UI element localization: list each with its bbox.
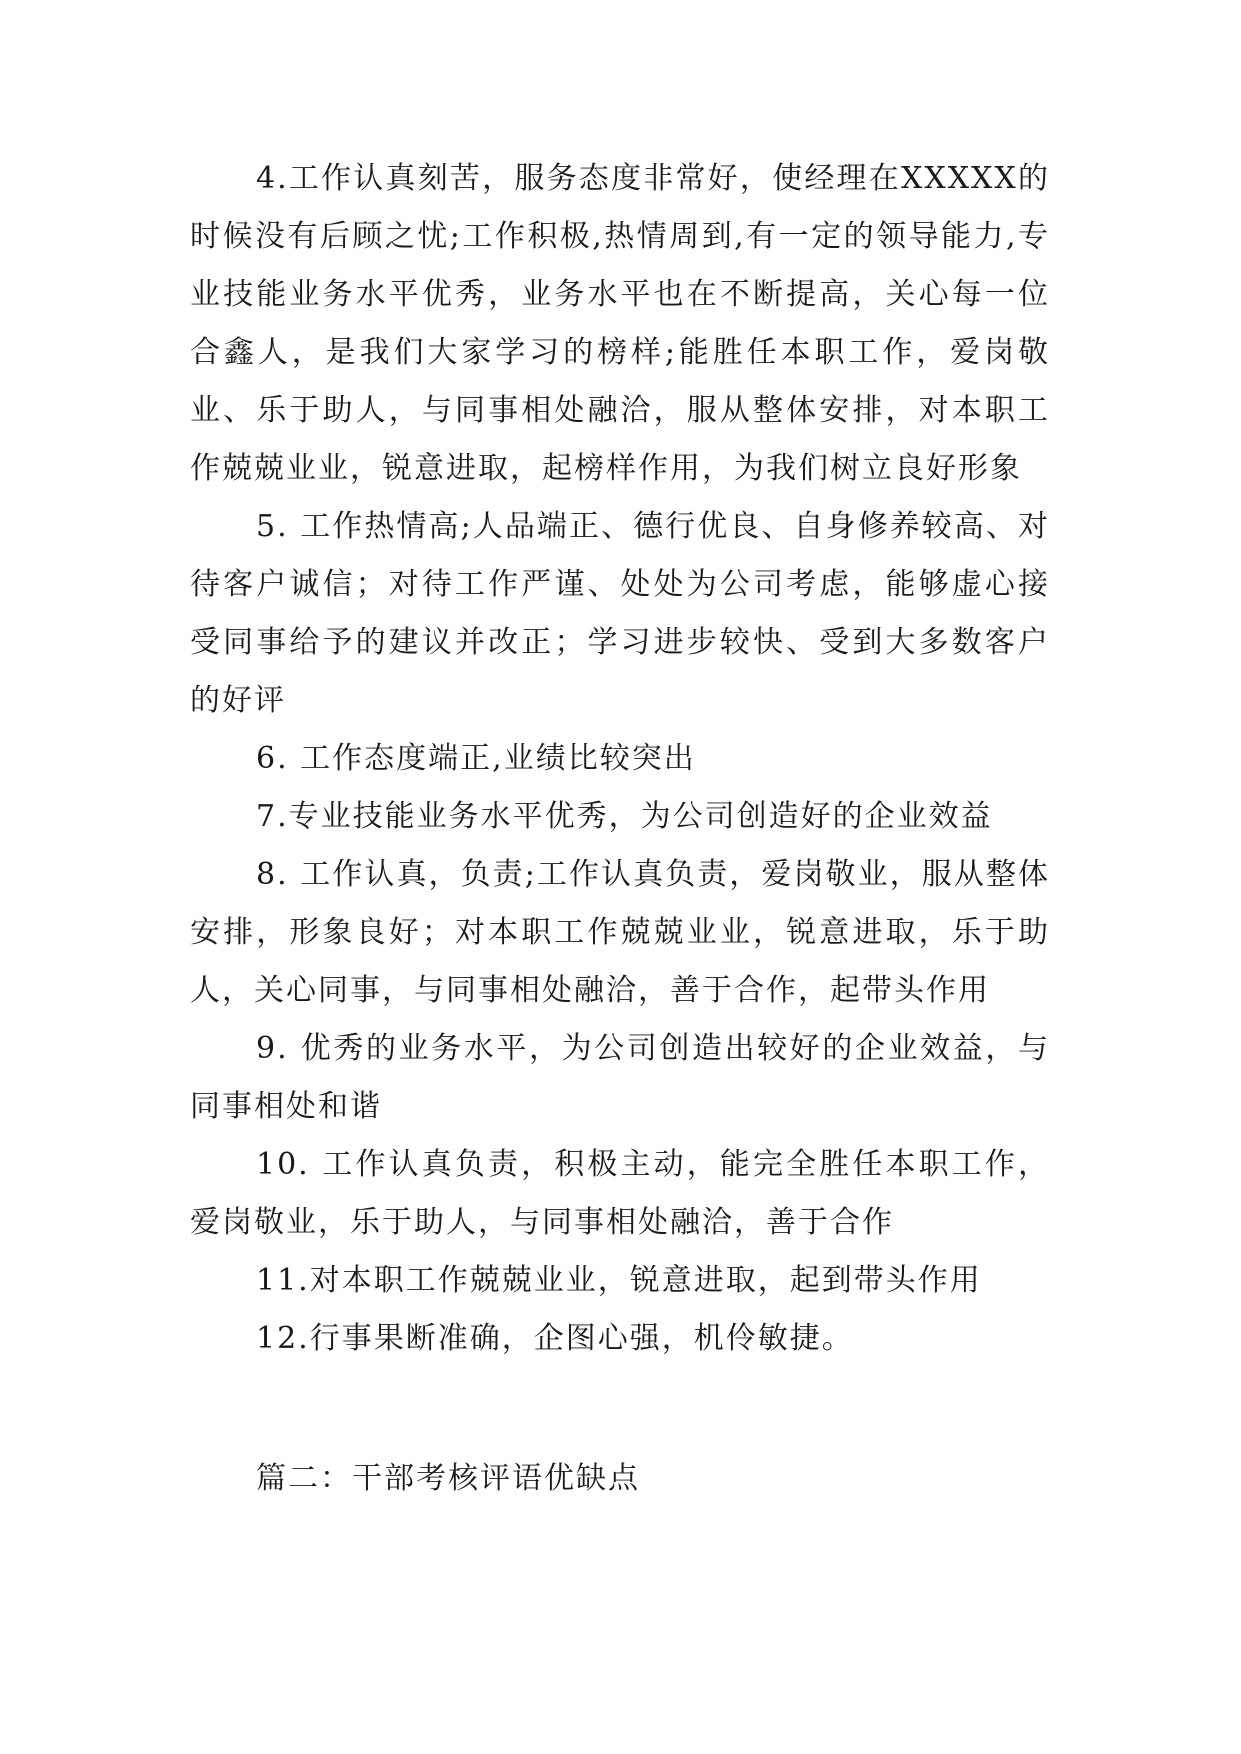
paragraph-item-7: 7.专业技能业务水平优秀，为公司创造好的企业效益 bbox=[256, 799, 993, 834]
paragraph-item-11: 11.对本职工作兢兢业业，锐意进取，起到带头作用 bbox=[256, 1263, 982, 1298]
paragraph-item-8: 8. 工作认真，负责;工作认真负责，爱岗敬业，服从整体安排，形象良好；对本职工作兢兢业业，锐意进取，乐于助人，关心同事，与同事相处融洽，善于合作，起带头作用 bbox=[190, 857, 1050, 1008]
paragraph-item-4: 4.工作认真刻苦，服务态度非常好，使经理在XXXXX的时候没有后顾之忧;工作积极,热情周到,有一定的领导能力,专业技能业务水平优秀，业务水平也在不断提高，关心每一位合鑫人，是我们大家学习的榜样;能胜任本职工作，爱岗敬业、乐于助人，与同事相处融洽，服从整体安排，对本职工作兢兢业业，锐意进取，起榜样作用，为我们树立良好形象 bbox=[190, 161, 1050, 486]
document-body bbox=[190, 150, 1050, 1508]
paragraph-item-9: 9. 优秀的业务水平，为公司创造出较好的企业效益，与同事相处和谐 bbox=[190, 1031, 1050, 1124]
paragraph-item-10: 10. 工作认真负责，积极主动，能完全胜任本职工作，爱岗敬业，乐于助人，与同事相处融洽，善于合作 bbox=[190, 1147, 1050, 1240]
paragraph-item-6: 6. 工作态度端正,业绩比较突出 bbox=[256, 741, 696, 776]
section-heading: 篇二：干部考核评语优缺点 bbox=[256, 1461, 640, 1496]
paragraph-item-12: 12.行事果断准确，企图心强，机伶敏捷。 bbox=[256, 1321, 854, 1356]
paragraph-item-5: 5. 工作热情高;人品端正、德行优良、自身修养较高、对待客户诚信；对待工作严谨、处处为公司考虑，能够虚心接受同事给予的建议并改正；学习进步较快、受到大多数客户的好评 bbox=[190, 509, 1050, 718]
